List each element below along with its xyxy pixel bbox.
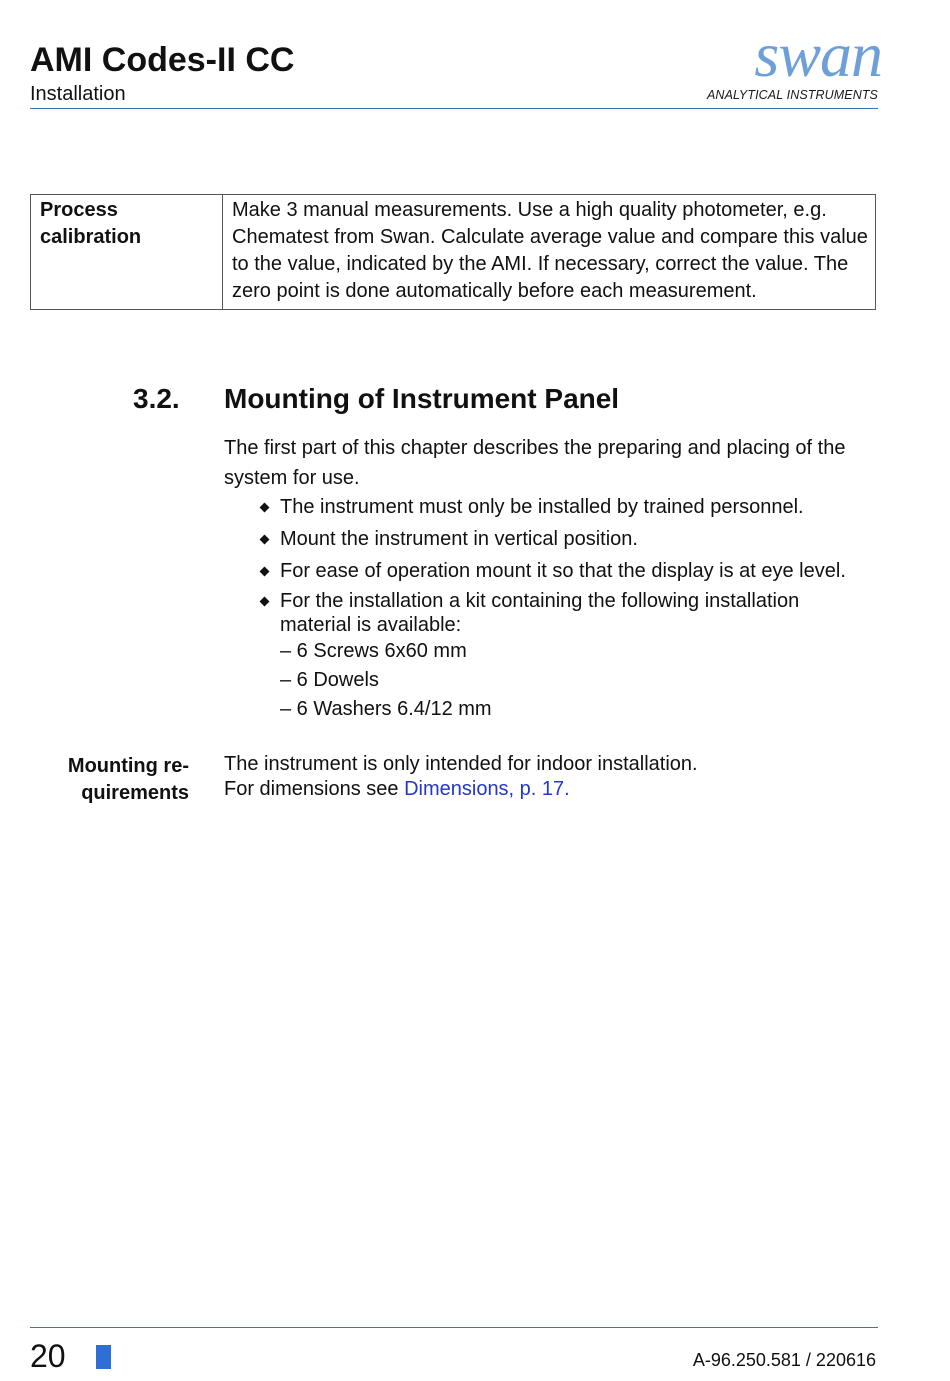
logo-wordmark: swan xyxy=(754,19,882,90)
table-row xyxy=(31,195,876,310)
list-item xyxy=(258,587,858,724)
bullet-diamond-icon xyxy=(260,535,270,545)
process-calibration-table xyxy=(30,194,876,310)
list-item xyxy=(258,557,858,583)
bullet-diamond-icon xyxy=(260,597,270,607)
swan-logo xyxy=(707,19,882,106)
list-item-text: The instrument must only be installed by trained personnel. xyxy=(280,496,804,518)
kit-items-list xyxy=(280,637,858,724)
table-key-line: calibration xyxy=(40,226,142,248)
logo-tagline: ANALYTICAL INSTRUMENTS xyxy=(707,88,878,102)
installation-notes-list xyxy=(258,493,858,724)
table-value-cell: Make 3 manual measurements. Use a high quality photometer, e.g. Chematest from Swan. Calculate average value and compare this value to the value, indicated by the AMI. If necessary, correct the value. The zero point is done automatically before each measurement. xyxy=(223,195,876,310)
header-rule xyxy=(30,108,878,109)
table-key-cell xyxy=(31,195,223,310)
kit-item: – 6 Screws 6x60 mm xyxy=(280,640,467,662)
list-item-text: Mount the instrument in vertical position. xyxy=(280,528,638,550)
side-label-line: quirements xyxy=(81,782,189,804)
bullet-diamond-icon xyxy=(260,567,270,577)
mounting-requirements-text xyxy=(224,752,879,802)
side-label-line: Mounting re- xyxy=(67,755,189,777)
list-item xyxy=(258,493,858,521)
bullet-diamond-icon xyxy=(260,503,270,513)
section-intro: The first part of this chapter describes the preparing and placing of the system for use. xyxy=(224,437,846,489)
dimensions-suffix: . xyxy=(564,778,570,800)
mounting-requirements-label xyxy=(30,753,189,807)
dimensions-reference xyxy=(224,777,879,802)
dimensions-prefix: For dimensions see xyxy=(224,778,405,800)
footer-accent-mark xyxy=(96,1345,111,1369)
list-item-text: For ease of operation mount it so that the display is at eye level. xyxy=(280,560,846,582)
list-item-text: For the installation a kit containing the following installation material is available: xyxy=(280,590,800,636)
dimensions-link[interactable]: Dimensions, p. 17 xyxy=(404,778,565,800)
page-number: 20 xyxy=(30,1338,66,1374)
document-code: A-96.250.581 / 220616 xyxy=(692,1350,876,1370)
section-number: 3.2. xyxy=(133,383,180,414)
kit-item: – 6 Washers 6.4/12 mm xyxy=(280,698,492,720)
chapter-subtitle: Installation xyxy=(30,83,126,105)
list-item xyxy=(258,525,858,553)
document-title: AMI Codes-II CC xyxy=(30,41,295,79)
table-key-line: Process xyxy=(40,199,118,221)
footer-rule xyxy=(30,1327,878,1328)
section-title: Mounting of Instrument Panel xyxy=(224,383,620,414)
indoor-note: The instrument is only intended for indoor installation. xyxy=(224,753,698,775)
kit-item: – 6 Dowels xyxy=(280,669,379,691)
